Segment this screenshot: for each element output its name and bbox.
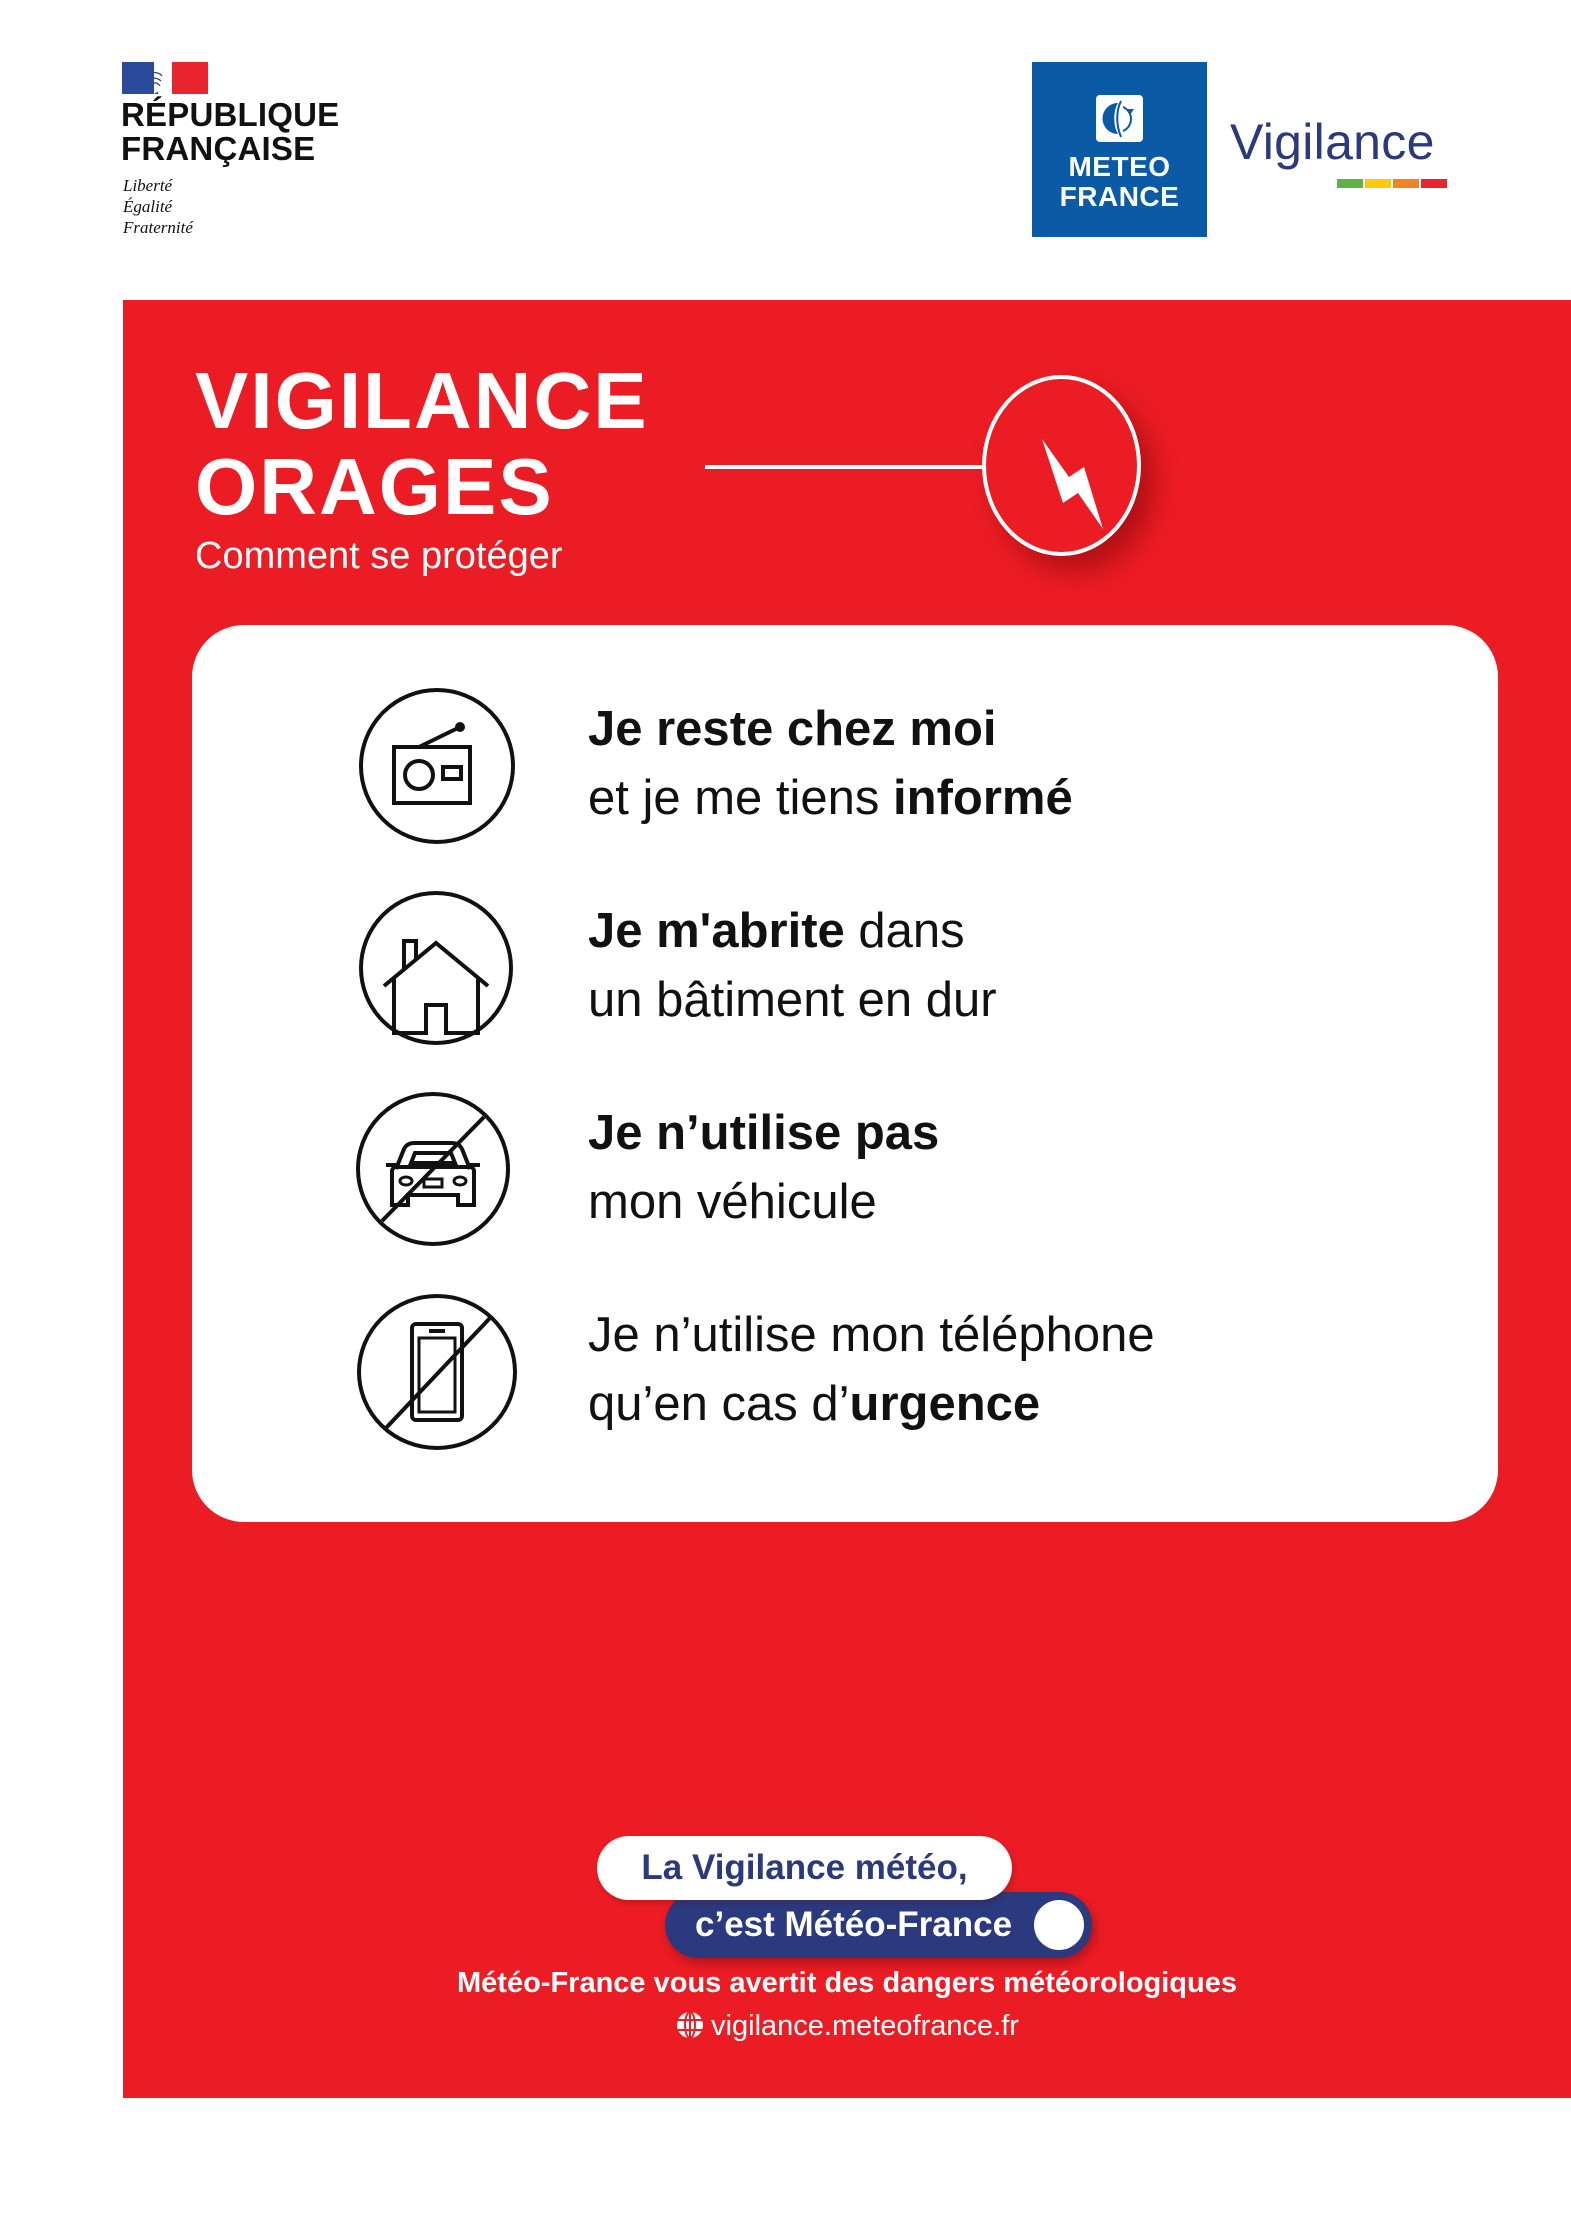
advice-row-no-vehicle bbox=[192, 1091, 1498, 1251]
marianne-icon bbox=[146, 62, 186, 94]
advice-text bbox=[588, 897, 997, 1035]
republique-motto bbox=[123, 175, 193, 238]
slogan-pill-white: La Vigilance météo, bbox=[597, 1836, 1012, 1900]
advice-line1: Je n’utilise pas bbox=[588, 1106, 940, 1160]
rf-name-line1: RÉPUBLIQUE bbox=[121, 96, 340, 133]
advice-card bbox=[192, 625, 1498, 1522]
no-phone-icon bbox=[356, 1293, 514, 1451]
advice-line1: Je m'abrite dans bbox=[588, 904, 965, 958]
footer-website-link[interactable]: vigilance.meteofrance.fr bbox=[711, 2010, 1019, 2042]
advice-text bbox=[588, 1301, 1155, 1439]
footer-website[interactable] bbox=[123, 2008, 1571, 2044]
advice-line2: qu’en cas d’urgence bbox=[588, 1377, 1041, 1431]
slogan-pill-blue bbox=[665, 1892, 1092, 1958]
advice-line2: un bâtiment en dur bbox=[588, 973, 997, 1027]
mf-logo-line1: METEO bbox=[1068, 151, 1171, 182]
poster-subtitle: Comment se protéger bbox=[195, 535, 563, 577]
title-line2: ORAGES bbox=[195, 442, 554, 531]
poster-title bbox=[195, 358, 649, 530]
storm-hazard-badge bbox=[982, 375, 1141, 556]
motto-fraternite: Fraternité bbox=[123, 218, 193, 237]
advice-line2: mon véhicule bbox=[588, 1175, 877, 1229]
republique-francaise-flag bbox=[122, 62, 208, 94]
footer-tagline: Météo-France vous avertit des dangers météorologiques bbox=[457, 1967, 1237, 1999]
advice-text bbox=[588, 695, 1073, 833]
advice-line2: et je me tiens informé bbox=[588, 771, 1073, 825]
advice-line1: Je n’utilise mon téléphone bbox=[588, 1308, 1155, 1362]
advice-text bbox=[588, 1099, 939, 1237]
motto-egalite: Égalité bbox=[123, 197, 173, 216]
vigilance-bar-green bbox=[1337, 179, 1363, 188]
motto-liberte: Liberté bbox=[123, 176, 173, 195]
slogan-pill-blue-label: c’est Météo-France bbox=[695, 1905, 1013, 1944]
vigilance-logo-word: Vigilance bbox=[1230, 114, 1435, 170]
title-connector-line bbox=[705, 465, 983, 469]
advice-row-stay-home bbox=[192, 687, 1498, 847]
globe-icon bbox=[675, 2010, 705, 2040]
vigilance-bar-red bbox=[1421, 179, 1447, 188]
mf-logo-line2: FRANCE bbox=[1059, 181, 1180, 212]
no-car-icon bbox=[354, 1091, 512, 1249]
lightning-icon bbox=[986, 379, 1137, 552]
vigilance-bar-yellow bbox=[1365, 179, 1391, 188]
vigilance-color-bars bbox=[1337, 179, 1447, 188]
republique-francaise-name bbox=[121, 98, 339, 166]
vigilance-bar-orange bbox=[1393, 179, 1419, 188]
house-icon bbox=[358, 891, 516, 1049]
rf-name-line2: FRANÇAISE bbox=[121, 130, 316, 167]
radio-icon bbox=[358, 687, 516, 845]
meteo-france-logo bbox=[1032, 62, 1207, 237]
toggle-knob bbox=[1034, 1900, 1084, 1950]
advice-line1: Je reste chez moi bbox=[588, 702, 997, 756]
advice-row-shelter bbox=[192, 889, 1498, 1049]
meteo-france-globe-icon bbox=[1096, 95, 1143, 142]
title-line1: VIGILANCE bbox=[195, 356, 649, 445]
advice-row-phone-emergency bbox=[192, 1293, 1498, 1453]
